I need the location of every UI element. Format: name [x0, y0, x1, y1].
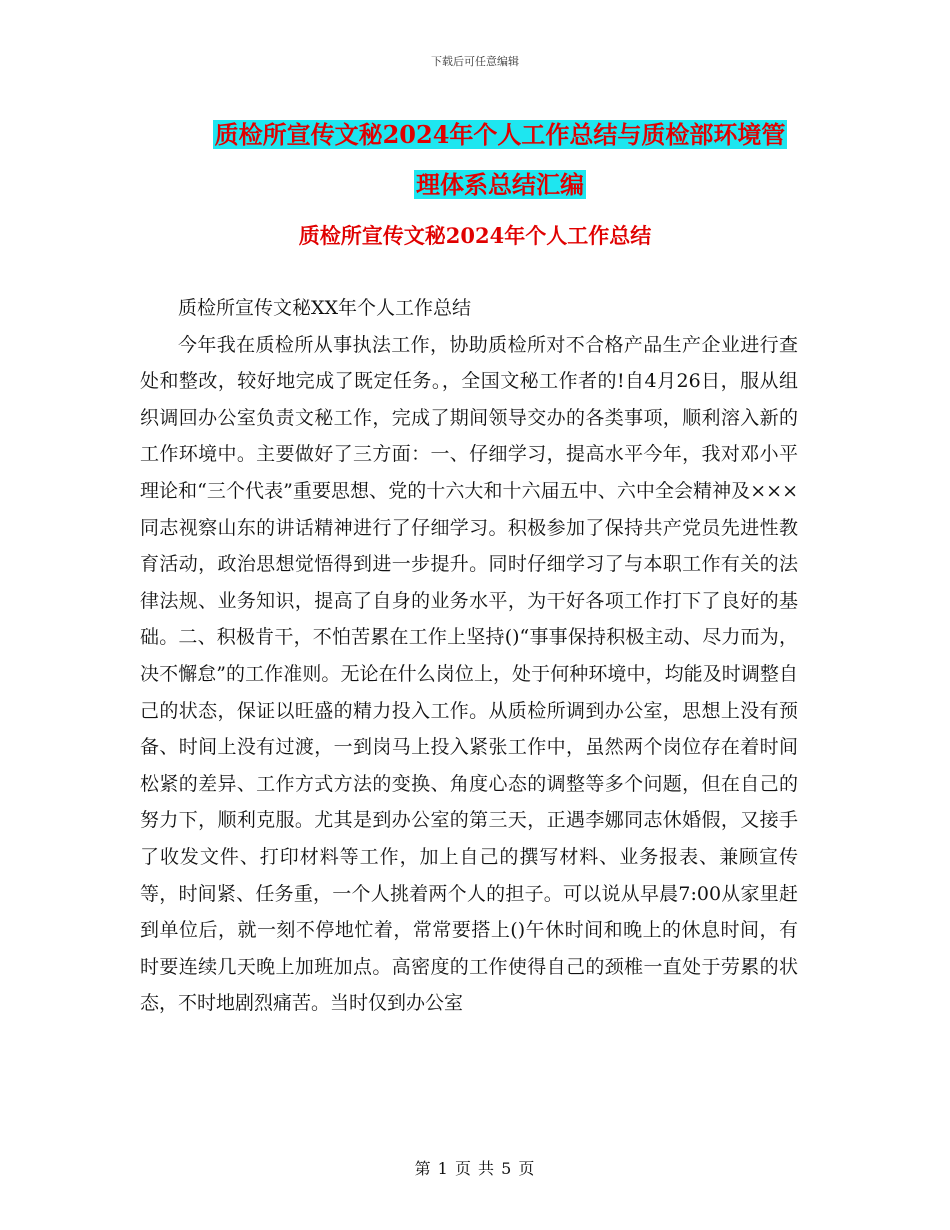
page-footer: 第 1 页 共 5 页: [414, 1159, 536, 1178]
paragraph: 今年我在质检所从事执法工作，协助质检所对不合格产品生产企业进行查处和整改，较好地完成了既定任务。，全国文秘工作者的!自4月26日，服从组织调回办公室负责文秘工作，完成了期间领导交办的各类事项，顺利溶入新的工作环境中。主要做好了三方面：一、仔细学习，提高水平今年，我对邓小平理论和“三个代表”重要思想、党的十六大和十六届五中、六中全会精神及×××同志视察山东的讲话精神进行了仔细学习。积极参加了保持共产党员先进性教育活动，政治思想觉悟得到进一步提升。同时仔细学习了与本职工作有关的法律法规、业务知识，提高了自身的业务水平，为干好各项工作打下了良好的基础。二、积极肯干，不怕苦累在工作上坚持()“事事保持积极主动、尽力而为，决不懈怠”的工作准则。无论在什么岗位上，处于何种环境中，均能及时调整自己的状态，保证以旺盛的精力投入工作。从质检所调到办公室，思想上没有预备、时间上没有过渡，一到岗马上投入紧张工作中，虽然两个岗位存在着时间松紧的差异、工作方式方法的变换、角度心态的调整等多个问题，但在自己的努力下，顺利克服。尤其是到办公室的第三天，正遇李娜同志休婚假，又接手了收发文件、打印材料等工作，加上自己的撰写材料、业务报表、兼顾宣传等，时间紧、任务重，一个人挑着两个人的担子。可以说从早晨7:00从家里赶到单位后，就一刻不停地忙着，常常要搭上()午休时间和晚上的休息时间，有时要连续几天晚上加班加点。高密度的工作使得自己的颈椎一直处于劳累的状态，不时地剧烈痛苦。当时仅到办公室: [140, 333, 798, 1015]
title-line-2: 理体系总结汇编: [416, 170, 584, 199]
title-line-1: 质检所宣传文秘2024年个人工作总结与质检部环境管: [214, 120, 786, 149]
document-title: [140, 110, 860, 210]
header-note: 下载后可任意编辑: [431, 55, 519, 68]
paragraph-heading: 质检所宣传文秘XX年个人工作总结: [178, 297, 472, 319]
section-title: 质检所宣传文秘2024年个人工作总结: [298, 223, 652, 248]
body-text: [140, 290, 798, 1022]
